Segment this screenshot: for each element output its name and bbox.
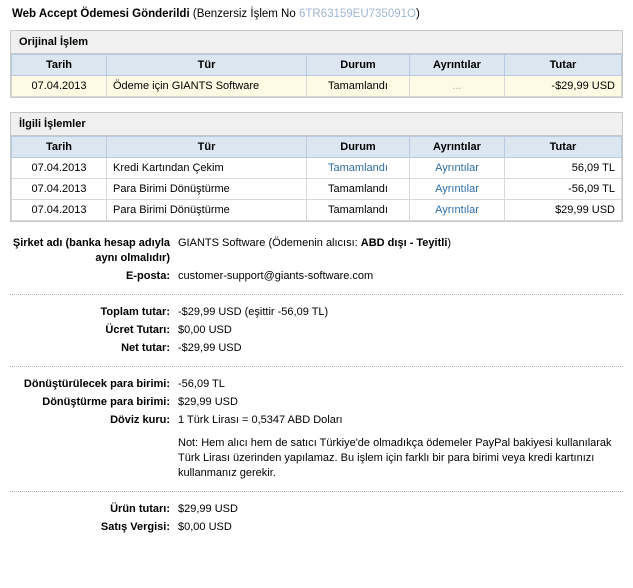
table-row — [12, 200, 622, 221]
fee-amount-row — [10, 323, 623, 338]
merchant-info-group — [10, 236, 623, 284]
net-amount-row — [10, 341, 623, 356]
company-name-row — [10, 236, 623, 266]
convert-from-row — [10, 377, 623, 392]
related-section-title: İlgili İşlemler — [11, 113, 622, 136]
details-link[interactable]: Ayrıntılar — [435, 162, 479, 174]
table-row — [12, 158, 622, 179]
divider — [10, 294, 623, 295]
net-amount-value: -$29,99 USD — [178, 342, 242, 354]
net-amount-label: Net tutar: — [121, 342, 170, 354]
cell-details — [410, 179, 505, 200]
original-section-title: Orijinal İşlem — [11, 31, 622, 54]
company-value-suffix: ) — [447, 237, 452, 249]
email-label: E-posta: — [126, 270, 170, 282]
status-link[interactable]: Tamamlandı — [328, 162, 388, 174]
cell-date: 07.04.2013 — [12, 200, 107, 221]
cell-details — [410, 200, 505, 221]
page-title-text: Web Accept Ödemesi Gönderildi — [12, 8, 190, 20]
related-transactions-section — [10, 112, 623, 222]
cell-status — [307, 158, 410, 179]
original-transaction-table — [11, 54, 622, 97]
cell-type: Para Birimi Dönüştürme — [107, 179, 307, 200]
fee-amount-value: $0,00 USD — [178, 324, 232, 336]
exchange-rate-label: Döviz kuru: — [110, 414, 170, 426]
company-value-prefix: GIANTS Software (Ödemenin alıcısı: — [178, 237, 361, 249]
column-header-status: Durum — [307, 137, 410, 158]
cell-amount: $29,99 USD — [505, 200, 622, 221]
cell-date: 07.04.2013 — [12, 158, 107, 179]
table-row — [12, 179, 622, 200]
company-confirmation-status: ABD dışı - Teyitli — [360, 237, 448, 249]
txn-prefix: (Benzersiz İşlem No — [192, 8, 299, 20]
exchange-rate-row — [10, 413, 623, 428]
details-placeholder: ... — [452, 80, 462, 92]
page-title — [12, 8, 623, 20]
totals-group — [10, 305, 623, 356]
company-name-value — [178, 236, 623, 266]
related-transactions-table — [11, 136, 622, 221]
convert-to-value: $29,99 USD — [178, 396, 238, 408]
cell-type: Kredi Kartından Çekim — [107, 158, 307, 179]
table-header-row — [12, 55, 622, 76]
table-header-row — [12, 137, 622, 158]
cell-amount: -$29,99 USD — [505, 76, 622, 97]
sales-tax-value: $0,00 USD — [178, 521, 232, 533]
email-value: customer-support@giants-software.com — [178, 270, 374, 282]
txn-suffix: ) — [415, 8, 420, 20]
sales-tax-row — [10, 520, 623, 535]
email-row — [10, 269, 623, 284]
cell-date: 07.04.2013 — [12, 76, 107, 97]
fee-amount-label: Ücret Tutarı: — [105, 324, 170, 336]
item-amount-value: $29,99 USD — [178, 503, 238, 515]
details-link[interactable]: Ayrıntılar — [435, 183, 479, 195]
conversion-note-spacer — [10, 436, 178, 481]
convert-from-label: Dönüştürülecek para birimi: — [23, 378, 170, 390]
cell-details — [410, 158, 505, 179]
divider — [10, 491, 623, 492]
cell-status: Tamamlandı — [307, 200, 410, 221]
convert-from-value: -56,09 TL — [178, 378, 225, 390]
convert-to-label: Dönüştürme para birimi: — [42, 396, 170, 408]
cell-details — [410, 76, 505, 97]
product-group — [10, 502, 623, 535]
column-header-amount: Tutar — [505, 55, 622, 76]
column-header-type: Tür — [107, 55, 307, 76]
conversion-note-text: Not: Hem alıcı hem de satıcı Türkiye'de olmadıkça ödemeler PayPal bakiyesi kullanılarak Türk Lirası üzerinden yapılamaz. Bu işlem için farklı bir para birimi veya kredi kartınızı kullanmanız gerekir. — [178, 437, 612, 479]
cell-date: 07.04.2013 — [12, 179, 107, 200]
original-transaction-section — [10, 30, 623, 98]
total-amount-row — [10, 305, 623, 320]
cell-amount: -56,09 TL — [505, 179, 622, 200]
conversion-note-row — [10, 436, 623, 481]
total-amount-value: -$29,99 USD (eşittir -56,09 TL) — [178, 306, 329, 318]
sales-tax-label: Satış Vergisi: — [100, 521, 170, 533]
column-header-date: Tarih — [12, 137, 107, 158]
item-amount-label: Ürün tutarı: — [110, 503, 170, 515]
conversion-group — [10, 377, 623, 481]
cell-amount: 56,09 TL — [505, 158, 622, 179]
cell-type: Para Birimi Dönüştürme — [107, 200, 307, 221]
cell-type: Ödeme için GIANTS Software — [107, 76, 307, 97]
divider — [10, 366, 623, 367]
column-header-type: Tür — [107, 137, 307, 158]
transaction-id: 6TR63159EU735091O — [298, 8, 416, 20]
column-header-details: Ayrıntılar — [410, 55, 505, 76]
details-link[interactable]: Ayrıntılar — [435, 204, 479, 216]
table-row — [12, 76, 622, 97]
company-name-label: Şirket adı (banka hesap adıyla aynı olmalıdır) — [12, 237, 170, 264]
cell-status: Tamamlandı — [307, 76, 410, 97]
item-amount-row — [10, 502, 623, 517]
cell-status: Tamamlandı — [307, 179, 410, 200]
column-header-date: Tarih — [12, 55, 107, 76]
column-header-details: Ayrıntılar — [410, 137, 505, 158]
convert-to-row — [10, 395, 623, 410]
column-header-status: Durum — [307, 55, 410, 76]
exchange-rate-value: 1 Türk Lirası = 0,5347 ABD Doları — [178, 414, 343, 426]
total-amount-label: Toplam tutar: — [100, 306, 170, 318]
column-header-amount: Tutar — [505, 137, 622, 158]
